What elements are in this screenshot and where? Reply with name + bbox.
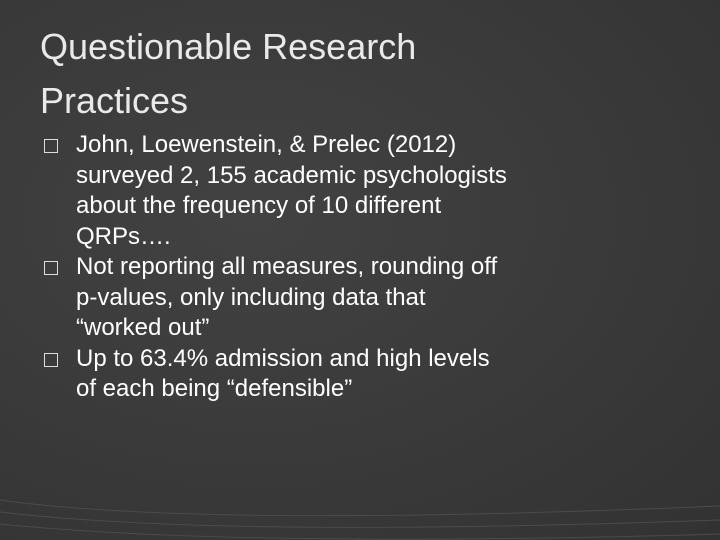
bullet-item: Up to 63.4% admission and high levels of each being “defensible”: [44, 344, 644, 405]
slide-title: [40, 20, 680, 128]
title-line-1: Questionable Research: [40, 26, 417, 67]
square-bullet-icon: [44, 353, 58, 367]
square-bullet-icon: [44, 139, 58, 153]
bullet-item: John, Loewenstein, & Prelec (2012) surveyed 2, 155 academic psychologists about the frequency of 10 different QRPs….: [44, 130, 644, 252]
bullet-item: Not reporting all measures, rounding off p-values, only including data that “worked out”: [44, 252, 644, 344]
title-line-2: Practices: [40, 80, 189, 121]
bullet-list: [44, 130, 644, 405]
square-bullet-icon: [44, 261, 58, 275]
